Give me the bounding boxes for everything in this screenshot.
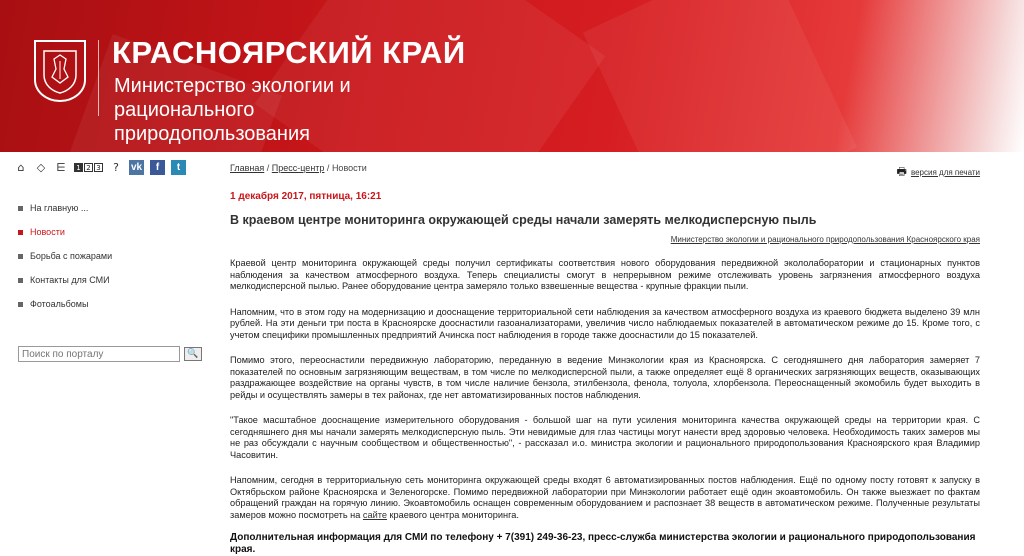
sidebar-item-media-contacts[interactable] <box>18 268 218 292</box>
media-contact-info: Дополнительная информация для СМИ по телефону + 7(391) 249-36-23, пресс-служба министерства экологии и рационального природопользования края. <box>230 532 976 555</box>
sidebar-nav <box>18 196 218 316</box>
utility-toolbar <box>14 160 186 175</box>
sidebar-item-label: Новости <box>30 227 65 237</box>
breadcrumb-separator: / <box>264 163 272 173</box>
breadcrumb-current: Новости <box>331 163 367 173</box>
bullet-icon <box>18 230 23 235</box>
header-banner <box>0 0 1024 152</box>
paragraph-text: Напомним, сегодня в территориальную сеть мониторинга окружающей среды входят 6 автоматизированных постов наблюдения. Ещё по одному посту готовят к запуску в Октябрьском районе Красноярска и Зеленогорске. Помимо передвижной лаборатории при Минэкологии работает ещё один экоавтомобиль. Он также выезжает по фактам обращений граждан на горячую линию. Экоавтомобиль оснащен современным оборудованием и распознает 38 веществ в автоматическом режиме. Полученные результаты замеров можно посмотреть на <box>230 475 980 520</box>
search-button[interactable]: 🔍 <box>184 347 202 361</box>
sidebar-item-news[interactable] <box>18 220 218 244</box>
facebook-icon[interactable]: f <box>150 160 165 175</box>
article-title: В краевом центре мониторинга окружающей среды начали замерять мелкодисперсную пыль <box>230 213 817 227</box>
paragraph-text: краевого центра мониторинга. <box>386 509 519 520</box>
article-paragraph: Напомним, что в этом году на модернизацию и дооснащение территориальной сети наблюдения за качеством атмосферного воздуха из краевого бюджета выделено 39 млн рублей. На эти деньги три поста в Красноярске дооснастили газоанализаторами, увеличив число наблюдаемых показателей в автоматическом режиме до 15. Кроме того, с учетом специфики промышленных предприятий Ачинска пост наблюдения в городе также дооснастили до 15 показателей. <box>230 306 980 340</box>
article-paragraph: Краевой центр мониторинга окружающей среды получил сертификаты соответствия нового оборудования передвижной экололаборатории и стационарных пунктов наблюдения за качеством атмосферного воздуха. Теперь специалисты смогут в непрерывном режиме отслеживать уровень загрязнения атмосферного воздуха мелкодисперсной пылью. Ранее оборудование центра замеряло только взвешенные вещества - крупные фракции пыли. <box>230 258 980 291</box>
ministry-line-2: рационального природопользования <box>114 99 310 145</box>
sidebar-item-home[interactable] <box>18 196 218 220</box>
sitemap-icon[interactable]: ⋿ <box>56 161 66 174</box>
help-icon[interactable]: ? <box>113 161 119 174</box>
twitter-icon[interactable]: t <box>171 160 186 175</box>
header-divider <box>98 40 99 116</box>
sidebar-item-label: На главную ... <box>30 203 89 213</box>
font-size-1[interactable]: 1 <box>74 163 83 172</box>
print-version-label: версия для печати <box>910 168 980 177</box>
vk-icon[interactable]: vk <box>130 162 143 173</box>
bullet-icon <box>18 254 23 259</box>
article-body <box>230 258 980 556</box>
monitoring-site-link[interactable]: сайте <box>362 509 387 520</box>
font-size-icon[interactable] <box>74 163 103 172</box>
article-area <box>230 163 980 556</box>
font-size-3[interactable]: 3 <box>94 163 103 172</box>
bullet-icon <box>18 206 23 211</box>
bullet-icon <box>18 302 23 307</box>
coat-of-arms-icon[interactable] <box>34 40 86 102</box>
article-paragraph: Помимо этого, переоснастили передвижную лабораторию, переданную в ведение Минэкологии края из Красноярска. С сегодняшнего дня лаборатория замеряет 7 показателей по основным загрязняющим веществам, в том числе по мелкодисперсной пыли, а также определяет ещё 8 органических загрязняющих веществ, оказывающих раздражающее воздействие на органы чувств, в том числе наличие бензола, этилбензола, фенола, толуола, хлорбензола. Переоснащенный экомобиль будет выходить в рейды и осуществлять замеры в тех районах, где нет автоматизированных постов наблюдения. <box>230 355 980 400</box>
sidebar-item-label: Фотоальбомы <box>30 299 89 309</box>
article-date: 1 декабря 2017, пятница, 16:21 <box>230 191 382 202</box>
article-source-link[interactable]: Министерство экологии и рационального природопользования Красноярского края <box>670 235 980 244</box>
sidebar-item-photo-albums[interactable] <box>18 292 218 316</box>
font-size-2[interactable]: 2 <box>84 163 93 172</box>
region-title[interactable]: КРАСНОЯРСКИЙ КРАЙ <box>112 35 466 70</box>
home-icon[interactable]: ⌂ <box>17 161 25 174</box>
sidebar-item-label: Контакты для СМИ <box>30 275 110 285</box>
bullet-icon <box>18 278 23 283</box>
map-icon[interactable]: ◇ <box>36 161 46 174</box>
article-paragraph <box>230 475 980 521</box>
breadcrumb-separator: / <box>324 163 332 173</box>
print-version-link[interactable] <box>897 163 980 182</box>
breadcrumb-press-center[interactable]: Пресс-центр <box>271 163 325 173</box>
sidebar-item-label: Борьба с пожарами <box>30 251 113 261</box>
breadcrumb-home[interactable]: Главная <box>230 163 265 173</box>
ministry-name <box>114 74 454 146</box>
printer-icon: 🖶 <box>896 166 907 178</box>
search-input[interactable] <box>18 346 180 362</box>
article-paragraph: "Такое масштабное дооснащение измерительного оборудования - большой шаг на пути усиления мониторинга качества окружающей среды на территории края. С сегодняшнего дня мы начали замерять мелкодисперсную пыль. Эти невидимые для глаз частицы могут нанести вред здоровью человека. Необходимость таких замеров мы не раз обсуждали с научным сообществом и общественностью", - рассказал и.о. министра экологии и рационального природопользования Красноярского края Владимир Часовитин. <box>230 415 980 460</box>
breadcrumb <box>230 163 980 173</box>
ministry-line-1: Министерство экологии и <box>114 75 351 97</box>
portal-search <box>18 346 202 362</box>
sidebar-item-fires[interactable] <box>18 244 218 268</box>
